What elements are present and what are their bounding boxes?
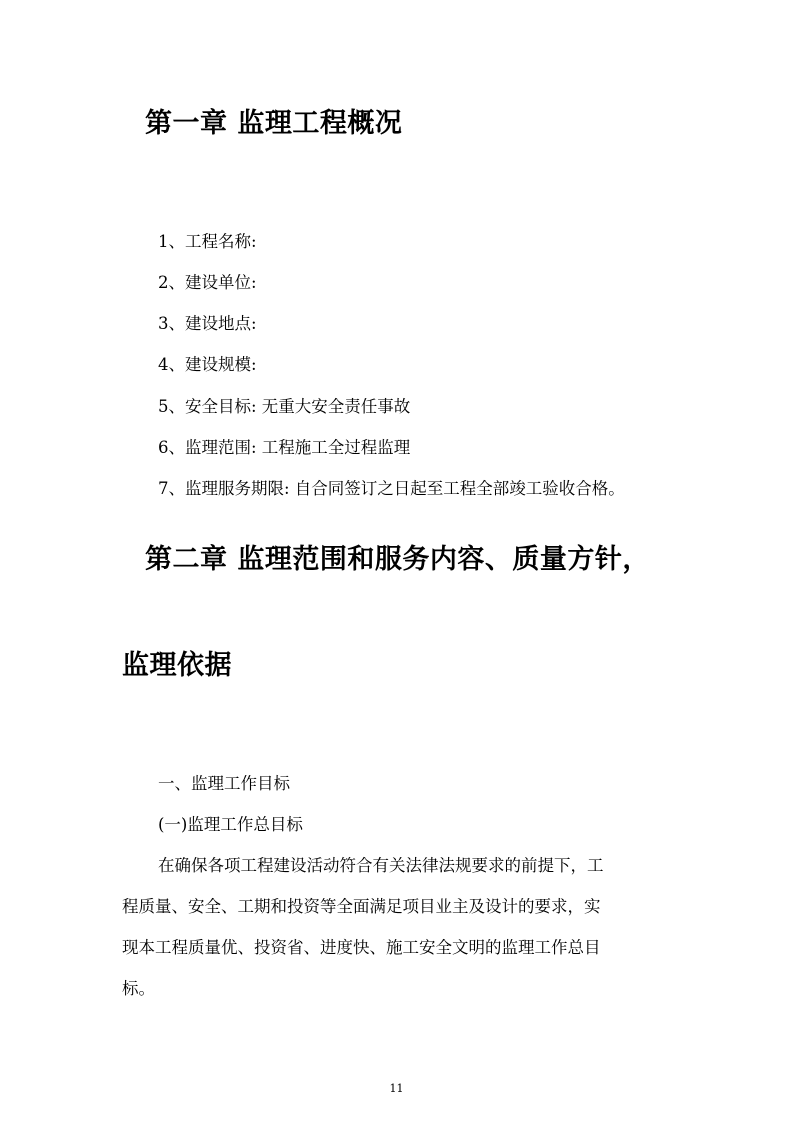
item-number: 2、	[158, 273, 185, 292]
item-number: 4、	[158, 355, 185, 374]
item-number: 7、	[158, 479, 185, 498]
paragraph-line: 现本工程质量优、投资省、进度快、施工安全文明的监理工作总目	[122, 938, 601, 957]
chapter-2-title-line-2: 监理依据	[122, 650, 232, 681]
list-item-project-name	[158, 228, 257, 252]
item-text: 监理服务期限: 自合同签订之日起至工程全部竣工验收合格。	[185, 479, 625, 498]
item-text: 建设规模:	[185, 355, 257, 374]
item-text: 工程名称:	[185, 232, 257, 251]
section-heading: 一、监理工作目标	[158, 774, 290, 793]
item-number: 5、	[158, 397, 185, 416]
page-number: 11	[389, 1082, 404, 1095]
chapter-2-title-line-1: 第二章 监理范围和服务内容、质量方针，	[145, 544, 650, 575]
item-text: 监理范围: 工程施工全过程监理	[185, 438, 411, 457]
list-item-safety-goal	[158, 393, 410, 417]
item-text: 安全目标: 无重大安全责任事故	[185, 397, 411, 416]
item-text: 建设地点:	[185, 314, 257, 333]
list-item-supervision-scope	[158, 434, 410, 458]
list-item-construction-unit	[158, 269, 257, 293]
item-number: 3、	[158, 314, 185, 333]
item-number: 1、	[158, 232, 185, 251]
paragraph-line: 标。	[122, 979, 155, 998]
chapter-1-title: 第一章 监理工程概况	[145, 108, 403, 139]
subsection-heading: (一)监理工作总目标	[158, 815, 303, 834]
list-item-scale	[158, 351, 257, 375]
item-text: 建设单位:	[185, 273, 257, 292]
item-number: 6、	[158, 438, 185, 457]
paragraph-line: 在确保各项工程建设活动符合有关法律法规要求的前提下，工	[158, 856, 604, 875]
paragraph-line: 程质量、安全、工期和投资等全面满足项目业主及设计的要求，实	[122, 897, 601, 916]
list-item-service-period	[158, 475, 625, 499]
list-item-location	[158, 310, 257, 334]
